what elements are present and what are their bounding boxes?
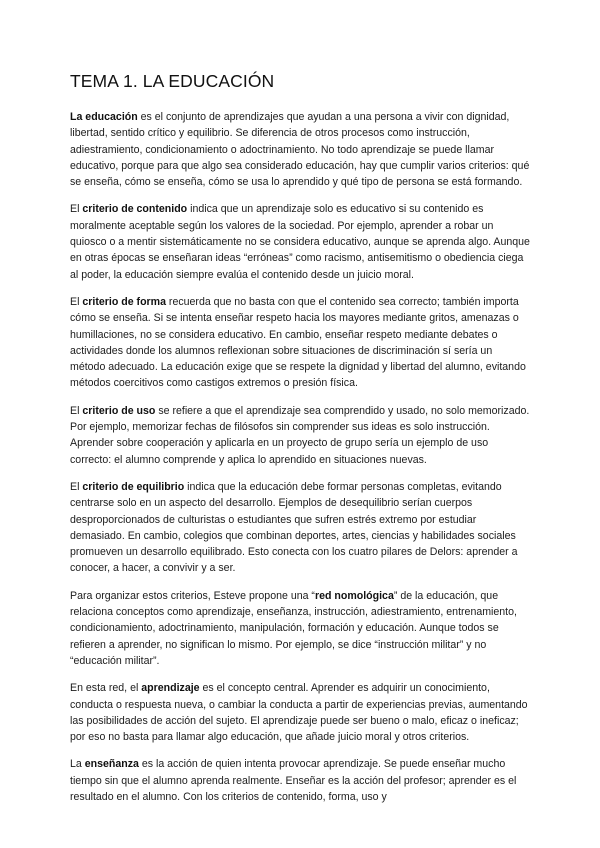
paragraph-lead: La [70,758,85,771]
paragraph-form-criterion [70,294,530,392]
paragraph-lead: El [70,203,83,216]
paragraph-text: se refiere a que el aprendizaje sea comprendido y usado, no solo memorizado. Por ejemplo, memorizar fechas de filósofos sin comprender sus ideas es solo instrucción. Aprender sobre cooperación y aplicarla en un proyecto de grupo sería un ejemplo de uso correcto: el alumno comprende y aplica lo aprendido en situaciones nuevas. [70,404,530,466]
key-term: aprendizaje [141,682,200,695]
key-term: criterio de contenido [82,203,188,216]
page-title: TEMA 1. LA EDUCACIÓN [70,71,275,91]
key-term: enseñanza [84,758,139,771]
key-term: criterio de forma [82,295,166,308]
paragraph-text: ” de la educación, que relaciona conceptos como aprendizaje, enseñanza, instrucción, adiestramiento, entrenamiento, condicionamiento, adoctrinamiento, manipulación, formación y educación. Aunque todos se refieren a aprender, no significan lo mismo. Por ejemplo, se dice “instrucción militar” y no “educación militar”. [70,589,517,667]
key-term: criterio de uso [82,404,156,417]
paragraph-lead: El [70,295,83,308]
paragraph-use-criterion [70,403,530,468]
paragraph-lead: Para organizar estos criterios, Esteve propone una “ [70,589,315,602]
paragraph-lead: El [70,404,83,417]
paragraph-text: es la acción de quien intenta provocar aprendizaje. Se puede enseñar mucho tiempo sin que el alumno aprenda realmente. Enseñar es la acción del profesor; aprender es el resultado en el alumno. Con los criterios de contenido, forma, uso y [70,758,517,803]
paragraph-text: es el conjunto de aprendizajes que ayudan a una persona a vivir con dignidad, libertad, sentido crítico y equilibrio. Se diferencia de otros procesos como instrucción, adiestramiento, condicionamiento o adoctrinamiento. No todo aprendizaje se puede llamar educativo, porque para que algo sea considerado educación, hay que cumplir varios criterios: qué se enseña, cómo se enseña, cómo se usa lo aprendido y qué tipo de persona se está formando. [70,111,530,189]
paragraph-text: es el concepto central. Aprender es adquirir un conocimiento, conducta o respuesta nueva, o cambiar la conducta a partir de experiencias previas, aumentando las posibilidades de acción del sujeto. El aprendizaje puede ser bueno o malo, eficaz o ineficaz; por eso no basta para llamar algo educación, que añade juicio moral y otros criterios. [70,682,528,744]
paragraph-text: indica que la educación debe formar personas completas, evitando centrarse solo en un aspecto del desarrollo. Ejemplos de desequilibrio serían cuerpos desproporcionados de culturistas o estudiantes que sufren estrés extremo por estudiar demasiado. En cambio, colegios que combinan deportes, artes, ciencias y habilidades sociales promueven un desarrollo equilibrado. Esto conecta con los cuatro pilares de Delors: aprender a conocer, a hacer, a convivir y a ser. [70,480,518,575]
paragraph-content-criterion [70,201,530,282]
paragraph-nomological-network [70,588,530,669]
paragraph-teaching [70,756,530,805]
key-term: criterio de equilibrio [82,480,185,493]
key-term: red nomológica [314,589,394,602]
key-term: La educación [70,111,138,123]
paragraph-text: recuerda que no basta con que el contenido sea correcto; también importa cómo se enseña. Si se intenta enseñar respeto hacia los mayores mediante gritos, amenazas o humillaciones, no se considera educativo. En cambio, enseñar respeto mediante debates o actividades donde los alumnos reflexionan sobre situaciones de discriminación sí sería un método adecuado. La educación exige que se respete la dignidad y libertad del alumno, evitando métodos coercitivos como castigos extremos o presión física. [70,295,526,390]
paragraph-definition [70,109,530,190]
paragraph-learning [70,680,530,745]
paragraph-lead: El [70,480,83,493]
paragraph-text: indica que un aprendizaje solo es educativo si su contenido es moralmente aceptable según los valores de la sociedad. Por ejemplo, aprender a robar un quiosco o a mentir sistemáticamente no se considera educativo, aunque se aprenda algo. Aunque en otras épocas se enseñaran ideas “erróneas” como racismo, antisemitismo o obediencia ciega al poder, la educación siempre evalúa el contenido desde un juicio moral. [70,203,530,281]
paragraph-lead: En esta red, el [70,682,142,695]
paragraph-balance-criterion [70,479,530,577]
